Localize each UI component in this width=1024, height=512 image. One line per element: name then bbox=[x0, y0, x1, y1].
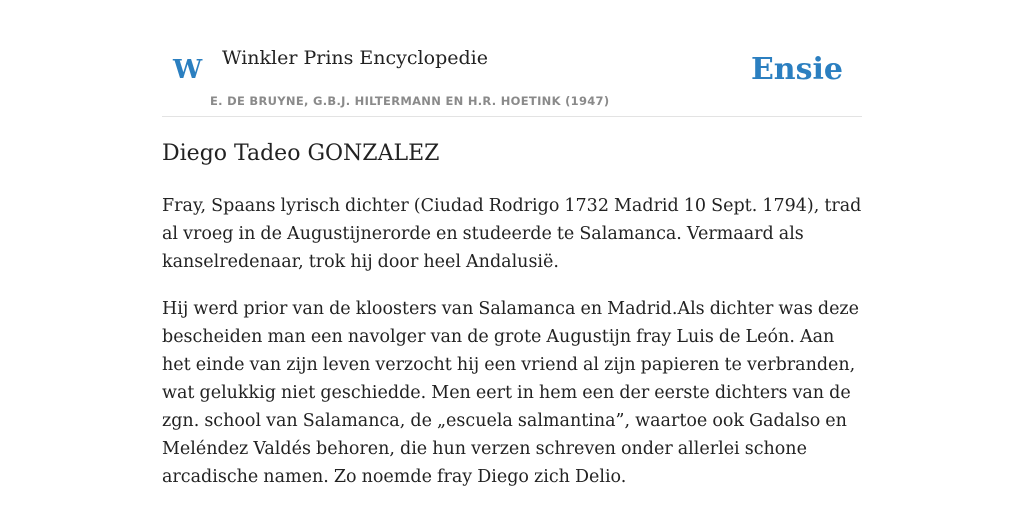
site-header bbox=[162, 0, 862, 117]
publication-authors: E. DE BRUYNE, G.B.J. HILTERMANN EN H.R. HOETINK (1947) bbox=[210, 94, 610, 108]
winkler-prins-logo[interactable]: W bbox=[173, 55, 203, 85]
publication-title[interactable]: Winkler Prins Encyclopedie bbox=[222, 47, 488, 69]
article-body bbox=[162, 192, 862, 510]
article-title: Diego Tadeo GONZALEZ bbox=[162, 141, 440, 166]
article-paragraph: Fray, Spaans lyrisch dichter (Ciudad Rodrigo 1732 Madrid 10 Sept. 1794), trad al vroeg in de Augustijnerorde en studeerde te Salamanca. Vermaard als kanselredenaar, trok hij door heel Andalusië. bbox=[162, 196, 862, 272]
ensie-logo[interactable]: Ensie bbox=[750, 52, 843, 87]
article-paragraph: Hij werd prior van de kloosters van Salamanca en Madrid.Als dichter was deze bescheiden man een navolger van de grote Augustijn fray Luis de León. Aan het einde van zijn leven verzocht hij een vriend al zijn papieren te verbranden, wat gelukkig niet geschiedde. Men eert in hem een der eerste dichters van de zgn. school van Salamanca, de „escuela salmantina”, waartoe ook Gadalso en Meléndez Valdés behoren, die hun verzen schreven onder allerlei schone arcadische namen. Zo noemde fray Diego zich Delio. bbox=[162, 299, 859, 487]
